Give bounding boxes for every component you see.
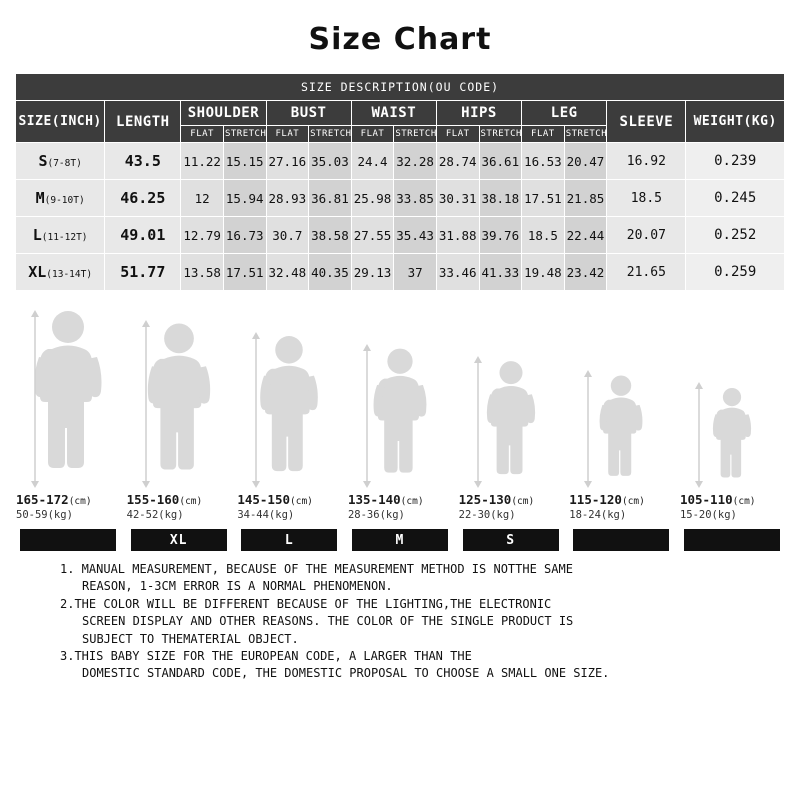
silhouette-wrap bbox=[679, 305, 785, 490]
table-header-row-main bbox=[16, 101, 785, 126]
cell-bust-stretch: 38.58 bbox=[309, 217, 352, 254]
cell-shoulder-flat: 13.58 bbox=[181, 254, 224, 291]
table-row bbox=[16, 217, 785, 254]
size-age: (9-10T) bbox=[44, 195, 85, 206]
child-silhouette-icon bbox=[15, 305, 121, 490]
child-silhouette-icon bbox=[458, 305, 564, 490]
cell-hips-flat: 30.31 bbox=[436, 180, 479, 217]
figure-weight: 50-59(kg) bbox=[16, 509, 73, 521]
figure-weight: 15-20(kg) bbox=[679, 509, 737, 521]
cell-waist-flat: 29.13 bbox=[351, 254, 394, 291]
silhouette-wrap bbox=[458, 305, 564, 490]
figure-weight: 22-30(kg) bbox=[458, 509, 516, 521]
cell-hips-stretch: 36.61 bbox=[479, 143, 522, 180]
sub-hips-stretch: STRETCH bbox=[479, 126, 522, 143]
cell-hips-flat: 31.88 bbox=[436, 217, 479, 254]
figure-labels bbox=[457, 492, 565, 521]
col-sleeve: SLEEVE bbox=[607, 101, 686, 143]
figure-weight: 34-44(kg) bbox=[237, 509, 295, 521]
size-age: (7-8T) bbox=[47, 158, 82, 169]
figure-labels bbox=[14, 492, 122, 521]
figure-item bbox=[568, 305, 674, 551]
figure-size-chip bbox=[684, 529, 780, 551]
sub-bust-flat: FLAT bbox=[266, 126, 309, 143]
note-line: 1. MANUAL MEASUREMENT, BECAUSE OF THE MEASUREMENT METHOD IS NOTTHE SAME bbox=[60, 562, 573, 576]
table-top-header-row bbox=[16, 74, 785, 101]
cell-shoulder-flat: 12 bbox=[181, 180, 224, 217]
sub-waist-flat: FLAT bbox=[351, 126, 394, 143]
sub-leg-stretch: STRETCH bbox=[564, 126, 607, 143]
note-line: SCREEN DISPLAY AND OTHER REASONS. THE COLOR OF THE SINGLE PRODUCT IS bbox=[82, 614, 574, 629]
cell-shoulder-flat: 12.79 bbox=[181, 217, 224, 254]
col-hips: HIPS bbox=[436, 101, 521, 126]
col-leg: LEG bbox=[522, 101, 607, 126]
cell-waist-flat: 24.4 bbox=[351, 143, 394, 180]
figure-item bbox=[15, 305, 121, 551]
cell-shoulder-flat: 11.22 bbox=[181, 143, 224, 180]
cell-size bbox=[16, 143, 105, 180]
figure-size-chip: XL bbox=[131, 529, 227, 551]
table-row bbox=[16, 180, 785, 217]
cell-waist-stretch: 33.85 bbox=[394, 180, 437, 217]
cell-length: 43.5 bbox=[105, 143, 181, 180]
size-age: (13-14T) bbox=[46, 269, 93, 280]
cell-leg-stretch: 20.47 bbox=[564, 143, 607, 180]
size-code: XL bbox=[28, 263, 47, 281]
figure-height-unit: (cm) bbox=[400, 496, 424, 507]
cell-shoulder-stretch: 15.94 bbox=[223, 180, 266, 217]
cell-sleeve: 16.92 bbox=[607, 143, 686, 180]
figure-height-value: 165-172 bbox=[16, 492, 69, 507]
figure-weight: 28-36(kg) bbox=[347, 509, 405, 521]
silhouette-wrap bbox=[126, 305, 232, 490]
cell-leg-flat: 18.5 bbox=[522, 217, 565, 254]
figure-height-value: 105-110 bbox=[679, 492, 733, 507]
figure-height-unit: (cm) bbox=[179, 496, 203, 507]
cell-bust-flat: 28.93 bbox=[266, 180, 309, 217]
figure-height-unit: (cm) bbox=[511, 496, 535, 507]
figure-item bbox=[679, 305, 785, 551]
size-code: S bbox=[38, 152, 48, 170]
figure-height bbox=[348, 492, 454, 507]
cell-leg-stretch: 21.85 bbox=[564, 180, 607, 217]
child-silhouette-icon bbox=[568, 305, 674, 490]
figure-size-chip: M bbox=[352, 529, 448, 551]
size-age: (11-12T) bbox=[41, 232, 88, 243]
silhouette-wrap bbox=[15, 305, 121, 490]
cell-bust-flat: 32.48 bbox=[266, 254, 309, 291]
cell-waist-stretch: 37 bbox=[394, 254, 437, 291]
size-table bbox=[15, 73, 785, 291]
cell-bust-stretch: 40.35 bbox=[309, 254, 352, 291]
figure-height bbox=[16, 492, 122, 507]
note-line: REASON, 1-3CM ERROR IS A NORMAL PHENOMENON. bbox=[82, 579, 393, 594]
col-size: SIZE(INCH) bbox=[16, 101, 105, 143]
cell-bust-stretch: 36.81 bbox=[309, 180, 352, 217]
figure-size-chip: L bbox=[241, 529, 337, 551]
col-bust: BUST bbox=[266, 101, 351, 126]
cell-hips-stretch: 41.33 bbox=[479, 254, 522, 291]
cell-leg-flat: 17.51 bbox=[522, 180, 565, 217]
figure-size-chip bbox=[20, 529, 116, 551]
cell-shoulder-stretch: 15.15 bbox=[223, 143, 266, 180]
cell-size bbox=[16, 180, 105, 217]
cell-leg-flat: 19.48 bbox=[522, 254, 565, 291]
child-silhouette-icon bbox=[679, 305, 785, 490]
cell-size bbox=[16, 254, 105, 291]
child-silhouette-icon bbox=[236, 305, 342, 490]
silhouette-wrap bbox=[568, 305, 674, 490]
silhouette-wrap bbox=[347, 305, 453, 490]
figure-item bbox=[347, 305, 453, 551]
size-code: L bbox=[32, 226, 42, 244]
sub-shoulder-flat: FLAT bbox=[181, 126, 224, 143]
col-waist: WAIST bbox=[351, 101, 436, 126]
cell-waist-stretch: 32.28 bbox=[394, 143, 437, 180]
cell-hips-stretch: 38.18 bbox=[479, 180, 522, 217]
cell-waist-flat: 27.55 bbox=[351, 217, 394, 254]
cell-bust-flat: 27.16 bbox=[266, 143, 309, 180]
cell-size bbox=[16, 217, 105, 254]
cell-length: 51.77 bbox=[105, 254, 181, 291]
cell-sleeve: 20.07 bbox=[607, 217, 686, 254]
sub-bust-stretch: STRETCH bbox=[309, 126, 352, 143]
figure-height-value: 145-150 bbox=[237, 492, 290, 507]
size-code: M bbox=[35, 189, 45, 207]
table-top-header: SIZE DESCRIPTION(OU CODE) bbox=[16, 74, 785, 101]
cell-waist-stretch: 35.43 bbox=[394, 217, 437, 254]
cell-sleeve: 18.5 bbox=[607, 180, 686, 217]
figure-height bbox=[680, 492, 786, 507]
figure-labels bbox=[678, 492, 786, 521]
child-silhouette-icon bbox=[126, 305, 232, 490]
sub-shoulder-stretch: STRETCH bbox=[223, 126, 266, 143]
cell-weight: 0.239 bbox=[686, 143, 785, 180]
cell-waist-flat: 25.98 bbox=[351, 180, 394, 217]
cell-leg-flat: 16.53 bbox=[522, 143, 565, 180]
figure-height-value: 125-130 bbox=[458, 492, 512, 507]
figure-height-unit: (cm) bbox=[68, 496, 92, 507]
figure-labels bbox=[235, 492, 343, 521]
cell-leg-stretch: 22.44 bbox=[564, 217, 607, 254]
cell-sleeve: 21.65 bbox=[607, 254, 686, 291]
figure-weight: 42-52(kg) bbox=[126, 509, 184, 521]
figure-height-value: 155-160 bbox=[126, 492, 180, 507]
sub-hips-flat: FLAT bbox=[436, 126, 479, 143]
cell-weight: 0.259 bbox=[686, 254, 785, 291]
sub-leg-flat: FLAT bbox=[522, 126, 565, 143]
cell-bust-stretch: 35.03 bbox=[309, 143, 352, 180]
figure-row bbox=[15, 305, 785, 551]
figure-labels bbox=[125, 492, 233, 521]
cell-shoulder-stretch: 16.73 bbox=[223, 217, 266, 254]
cell-length: 46.25 bbox=[105, 180, 181, 217]
cell-weight: 0.245 bbox=[686, 180, 785, 217]
figure-item bbox=[126, 305, 232, 551]
notes-block bbox=[40, 561, 760, 683]
cell-hips-stretch: 39.76 bbox=[479, 217, 522, 254]
child-silhouette-icon bbox=[347, 305, 453, 490]
figure-height-unit: (cm) bbox=[290, 496, 313, 507]
figure-size-chip bbox=[573, 529, 669, 551]
silhouette-wrap bbox=[236, 305, 342, 490]
cell-length: 49.01 bbox=[105, 217, 181, 254]
note-line: 2.THE COLOR WILL BE DIFFERENT BECAUSE OF THE LIGHTING,THE ELECTRONIC bbox=[60, 596, 552, 611]
col-weight: WEIGHT(KG) bbox=[686, 101, 785, 143]
figure-item bbox=[458, 305, 564, 551]
figure-height-value: 135-140 bbox=[347, 492, 401, 507]
figure-height-unit: (cm) bbox=[732, 496, 756, 507]
figure-height bbox=[459, 492, 565, 507]
page-title: Size Chart bbox=[308, 22, 492, 57]
figure-labels bbox=[346, 492, 454, 521]
col-length: LENGTH bbox=[105, 101, 181, 143]
figure-height-unit: (cm) bbox=[621, 496, 645, 507]
col-shoulder: SHOULDER bbox=[181, 101, 266, 126]
figure-weight: 18-24(kg) bbox=[569, 509, 627, 521]
figure-height bbox=[569, 492, 675, 507]
note-line: DOMESTIC STANDARD CODE, THE DOMESTIC PROPOSAL TO CHOOSE A SMALL ONE SIZE. bbox=[82, 666, 610, 681]
note-line: 3.THIS BABY SIZE FOR THE EUROPEAN CODE, A LARGER THAN THE bbox=[60, 648, 472, 663]
figure-labels bbox=[567, 492, 675, 521]
figure-height-value: 115-120 bbox=[569, 492, 622, 507]
note-line: SUBJECT TO THEMATERIAL OBJECT. bbox=[82, 631, 299, 646]
sub-waist-stretch: STRETCH bbox=[394, 126, 437, 143]
table-row bbox=[16, 254, 785, 291]
cell-leg-stretch: 23.42 bbox=[564, 254, 607, 291]
cell-hips-flat: 28.74 bbox=[436, 143, 479, 180]
figure-height bbox=[237, 492, 343, 507]
figure-item bbox=[236, 305, 342, 551]
cell-hips-flat: 33.46 bbox=[436, 254, 479, 291]
table-row bbox=[16, 143, 785, 180]
figure-size-chip: S bbox=[463, 529, 559, 551]
figure-height bbox=[127, 492, 233, 507]
cell-bust-flat: 30.7 bbox=[266, 217, 309, 254]
cell-shoulder-stretch: 17.51 bbox=[223, 254, 266, 291]
cell-weight: 0.252 bbox=[686, 217, 785, 254]
